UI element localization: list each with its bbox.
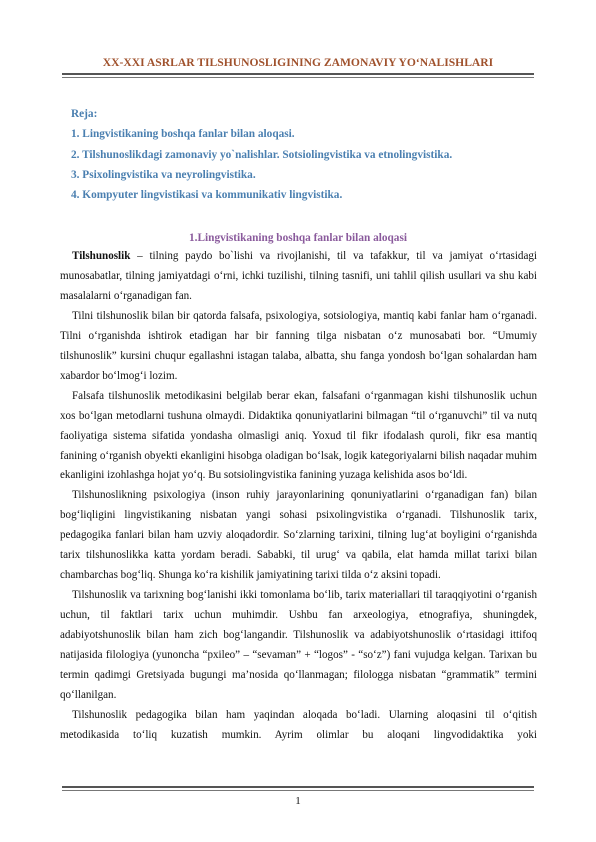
header-rule-thin — [62, 77, 534, 78]
paragraph — [60, 247, 537, 307]
plan-item: 1. Lingvistikaning boshqa fanlar bilan aloqasi. — [71, 128, 295, 141]
section-heading: 1.Lingvistikaning boshqa fanlar bilan aloqasi — [189, 232, 407, 244]
paragraph: Tilshunoslik va tarixning bog‘lanishi ikki tomonlama bo‘lib, tarix materiallari til taraqqiyotini o‘rganish uchun, til faktlari tarix uchun muhimdir. Ushbu fan arxeologiya, etnografiya, shuningdek, adabiyotshunoslik bilan ham zich bog‘langandir. Tilshunoslik va adabiyotshunoslik o‘rtasidagi ittifoq natijasida filologiya (yunoncha “pxileo” – “sevaman” + “logos” - “so‘z”) fani vujudga kelgan. Tarixan bu termin qadimgi Gretsiyada bugungi ma’nosida qo‘llanmagan; filologga nisbatan “grammatik” termini qo‘llanilgan. — [60, 589, 537, 701]
plan-item: 3. Psixolingvistika va neyrolingvistika. — [71, 168, 256, 181]
paragraph: Tilshunoslikning psixologiya (inson ruhiy jarayonlarining qonuniyatlarini o‘rganadigan fan) bilan bog‘liqligini lingvistikaning nisbatan yangi sohasi psixolingvistika o‘rganadi. Tilshunoslik tarix, pedagogika fanlari bilan ham uzviy aloqadordir. So‘zlarning tarixini, tilning lug‘at boyligini o‘rganishda tarix tilshunoslikka katta yordam beradi. Sababki, til urug‘ va qabila, elat hamda millat tarixi bilan chambarchas bog‘liq. Shunga ko‘ra kishilik jamiyatining tarixi tilda o‘z aksini topadi. — [60, 489, 537, 582]
header-rule — [62, 73, 534, 75]
plan-item: 4. Kompyuter lingvistikasi va kommunikativ lingvistika. — [71, 189, 343, 202]
plan-heading: Reja: — [71, 108, 98, 120]
document-title: XX-XXI ASRLAR TILSHUNOSLIGINING ZAMONAVIY YO‘NALISHLARI — [102, 56, 494, 69]
plan-item: 2. Tilshunoslikdagi zamonaviy yo`nalishlar. Sotsiolingvistika va etnolingvistika. — [71, 148, 453, 161]
footer-rule — [62, 786, 534, 788]
defined-term: Tilshunoslik — [72, 250, 131, 262]
paragraph: Tilni tilshunoslik bilan bir qatorda falsafa, psixologiya, sotsiologiya, mantiq kabi fanlar ham o‘rganadi. Tilni o‘rganishda ishtirok etadigan har bir fanning tilga nisbatan o‘z munosabati bor. “Umumiy tilshunoslik” kursini chuqur egallashni istagan talaba, albatta, shu fanga yondosh bo‘lgan sohalardan ham xabardor bo‘lmog‘i lozim. — [60, 309, 537, 382]
paragraph: Falsafa tilshunoslik metodikasini belgilab berar ekan, falsafani o‘rganmagan kishi tilshunoslik uchun xos bo‘lgan metodlarni tushuna olmaydi. Didaktika qonuniyatlarini bilmagan “til o‘rganuvchi” til va nutq faoliyatiga sistema sifatida yondasha olmasligi aniq. Yoxud til fikr ifodalash quroli, fikr esa mantiq fanining o‘rganish obyekti ekanligini hisobga oladigan bo‘lsak, logik kategoriyalarni bilish naqadar muhim ekanligini izohlashga hojat yo‘q. Bu sotsiolingvistika fanining yuzaga kelishida asos bo‘ldi. — [60, 389, 537, 482]
paragraph-text: – tilning paydo bo`lishi va rivojlanishi, til va tafakkur, til va jamiyat o‘rtasidagi munosabatlar, tilning jamiyatdagi o‘rni, ichki tuzilishi, tilning tasnifi, uni tahlil qilish usullari va shu kabi masalalarni o‘rganadigan fan. — [60, 250, 537, 302]
page-number: 1 — [295, 795, 301, 807]
plan-block — [71, 104, 541, 205]
paragraph: Tilshunoslik pedagogika bilan ham yaqindan aloqada bo‘ladi. Ularning aloqasini til o‘qitish metodikasida to‘liq kuzatish mumkin. Ayrim olimlar bu aloqani lingvodidaktika yoki — [60, 708, 537, 741]
body-text — [60, 247, 537, 746]
footer-rule-thin — [62, 790, 534, 791]
